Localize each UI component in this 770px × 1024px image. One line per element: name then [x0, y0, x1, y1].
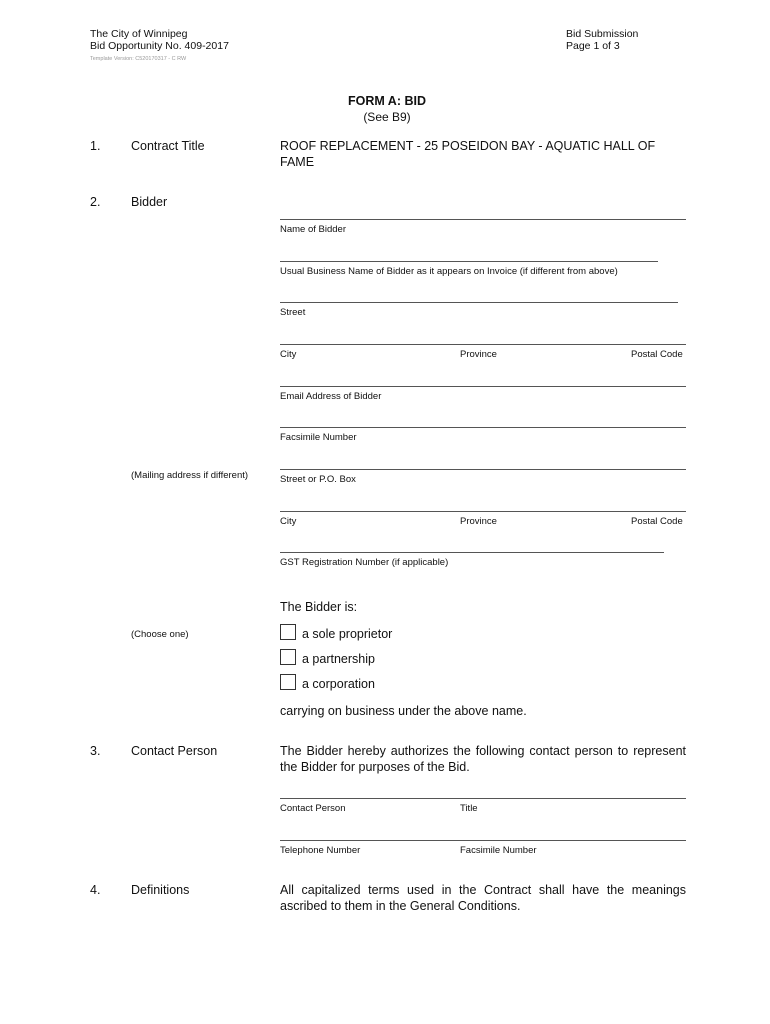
- corporation-checkbox[interactable]: [280, 674, 296, 690]
- name-of-bidder-label: Name of Bidder: [280, 224, 347, 235]
- title-label: Title: [460, 803, 478, 814]
- email-label: Email Address of Bidder: [280, 391, 382, 402]
- email-line[interactable]: [280, 386, 686, 387]
- carrying-on-text: carrying on business under the above name.: [280, 704, 527, 718]
- contact-person-text: The Bidder hereby authorizes the following contact person to represent the Bidder for purposes of the Bid.: [280, 744, 686, 774]
- header-page: Page 1 of 3: [566, 40, 620, 52]
- section-1-number: 1.: [90, 139, 101, 153]
- form-see: (See B9): [363, 110, 411, 124]
- corporation-label: a corporation: [302, 677, 375, 691]
- street-line[interactable]: [280, 302, 678, 303]
- form-title: FORM A: BID: [348, 94, 426, 108]
- section-3-number: 3.: [90, 744, 101, 758]
- section-4-number: 4.: [90, 883, 101, 897]
- telephone-label: Telephone Number: [280, 845, 361, 856]
- section-1-label: Contract Title: [131, 139, 205, 153]
- section-2-number: 2.: [90, 195, 101, 209]
- usual-name-line[interactable]: [280, 261, 658, 262]
- header-bid-number: Bid Opportunity No. 409-2017: [90, 40, 229, 52]
- contact-fax-label: Facsimile Number: [460, 845, 537, 856]
- mailing-postal-label: Postal Code: [631, 516, 683, 527]
- street-po-label: Street or P.O. Box: [280, 474, 356, 485]
- header-submission: Bid Submission: [566, 28, 639, 40]
- definitions-text: All capitalized terms used in the Contract shall have the meanings ascribed to them in the General Conditions.: [280, 883, 686, 913]
- mailing-address-note: (Mailing address if different): [131, 470, 249, 481]
- name-of-bidder-line[interactable]: [280, 219, 686, 220]
- sole-proprietor-label: a sole proprietor: [302, 627, 393, 641]
- header-org: The City of Winnipeg: [90, 28, 188, 40]
- province-label: Province: [460, 349, 497, 360]
- gst-line[interactable]: [280, 552, 664, 553]
- street-po-line[interactable]: [280, 469, 686, 470]
- street-label: Street: [280, 307, 306, 318]
- city-province-postal-line[interactable]: [280, 344, 686, 345]
- section-3-label: Contact Person: [131, 744, 218, 758]
- mailing-city-label: City: [280, 516, 297, 527]
- partnership-label: a partnership: [302, 652, 375, 666]
- section-4-label: Definitions: [131, 883, 190, 897]
- postal-code-label: Postal Code: [631, 349, 683, 360]
- usual-name-label: Usual Business Name of Bidder as it appears on Invoice (if different from above): [280, 266, 618, 277]
- partnership-checkbox[interactable]: [280, 649, 296, 665]
- contact-title-line[interactable]: [280, 798, 686, 799]
- phone-fax-line[interactable]: [280, 840, 686, 841]
- choose-one-note: (Choose one): [131, 629, 189, 640]
- section-2-label: Bidder: [131, 195, 168, 209]
- template-version: Template Version: C520170317 - C RW: [90, 56, 187, 62]
- sole-proprietor-checkbox[interactable]: [280, 624, 296, 640]
- city-label: City: [280, 349, 297, 360]
- contract-title-value: ROOF REPLACEMENT - 25 POSEIDON BAY - AQUATIC HALL OF FAME: [280, 139, 656, 169]
- bidder-is-text: The Bidder is:: [280, 600, 358, 614]
- gst-label: GST Registration Number (if applicable): [280, 557, 449, 568]
- fax-label: Facsimile Number: [280, 432, 357, 443]
- mailing-city-line[interactable]: [280, 511, 686, 512]
- mailing-province-label: Province: [460, 516, 497, 527]
- contact-person-label: Contact Person: [280, 803, 346, 814]
- fax-line[interactable]: [280, 427, 686, 428]
